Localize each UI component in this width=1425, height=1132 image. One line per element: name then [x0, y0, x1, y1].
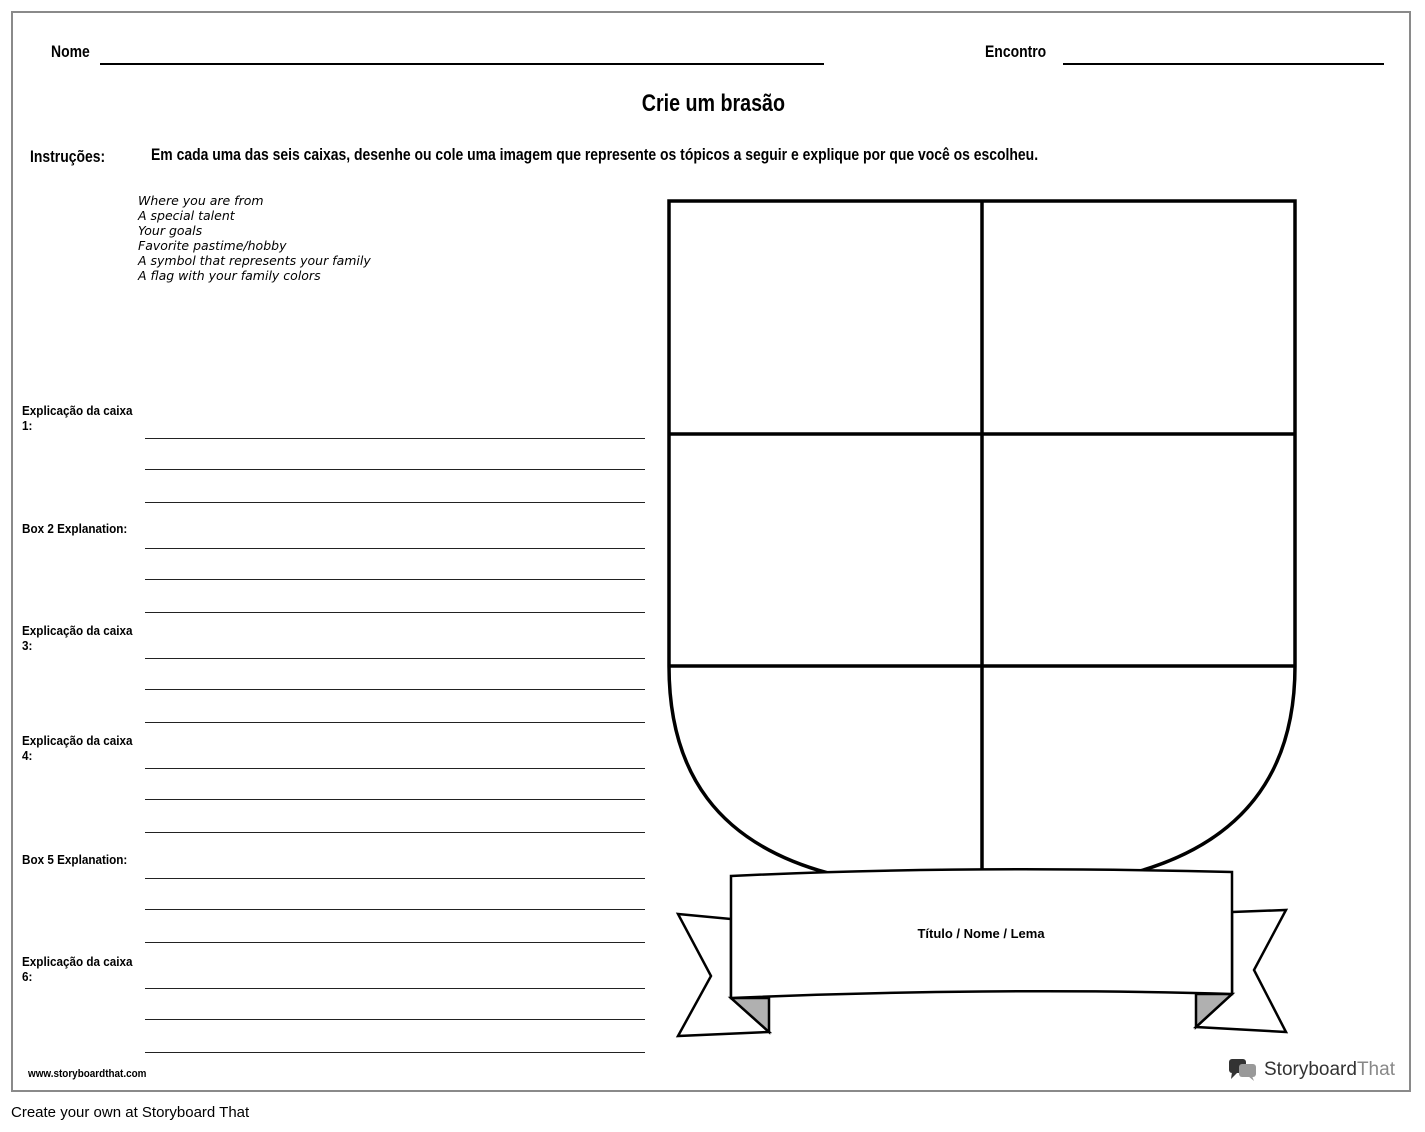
box-1-explanation-label: Explicação da caixa 1: — [22, 403, 133, 433]
instructions-label: Instruções: — [30, 147, 106, 166]
shield-box-1[interactable] — [671, 203, 980, 432]
topic-item: Favorite pastime/hobby — [138, 238, 287, 253]
box-5-explanation-label: Box 5 Explanation: — [22, 852, 128, 867]
topic-item: Where you are from — [138, 193, 264, 208]
speech-bubble-icon — [1228, 1057, 1258, 1083]
topic-item: A symbol that represents your family — [138, 253, 371, 268]
shield-box-3[interactable] — [671, 436, 980, 664]
instructions-text: Em cada uma das seis caixas, desenhe ou cole uma imagem que represente os tópicos a seguir e explique por que você os escolheu. — [151, 145, 1039, 164]
coat-of-arms-shield — [13, 13, 1409, 1090]
shield-box-4[interactable] — [984, 436, 1293, 664]
topic-item: A special talent — [138, 208, 235, 223]
topic-item: A flag with your family colors — [138, 268, 321, 283]
box-2-explanation-label: Box 2 Explanation: — [22, 521, 128, 536]
name-label: Nome — [51, 42, 90, 61]
shield-box-5[interactable] — [693, 668, 980, 868]
worksheet — [11, 11, 1411, 1092]
storyboardthat-logo — [1228, 1056, 1395, 1084]
brand-name: StoryboardThat — [1264, 1059, 1395, 1080]
box-3-explanation-label: Explicação da caixa 3: — [22, 623, 133, 653]
date-label: Encontro — [985, 42, 1047, 61]
shield-box-2[interactable] — [984, 203, 1293, 432]
box-6-explanation-label: Explicação da caixa 6: — [22, 954, 133, 984]
topic-item: Your goals — [138, 223, 203, 238]
shield-box-6[interactable] — [984, 668, 1271, 868]
footer-url: www.storyboardthat.com — [28, 1068, 147, 1080]
create-your-own-link[interactable]: Create your own at Storyboard That — [11, 1104, 250, 1121]
box-4-explanation-label: Explicação da caixa 4: — [22, 733, 133, 763]
page-title: Crie um brasão — [641, 90, 785, 117]
banner-text: Título / Nome / Lema — [917, 926, 1045, 941]
